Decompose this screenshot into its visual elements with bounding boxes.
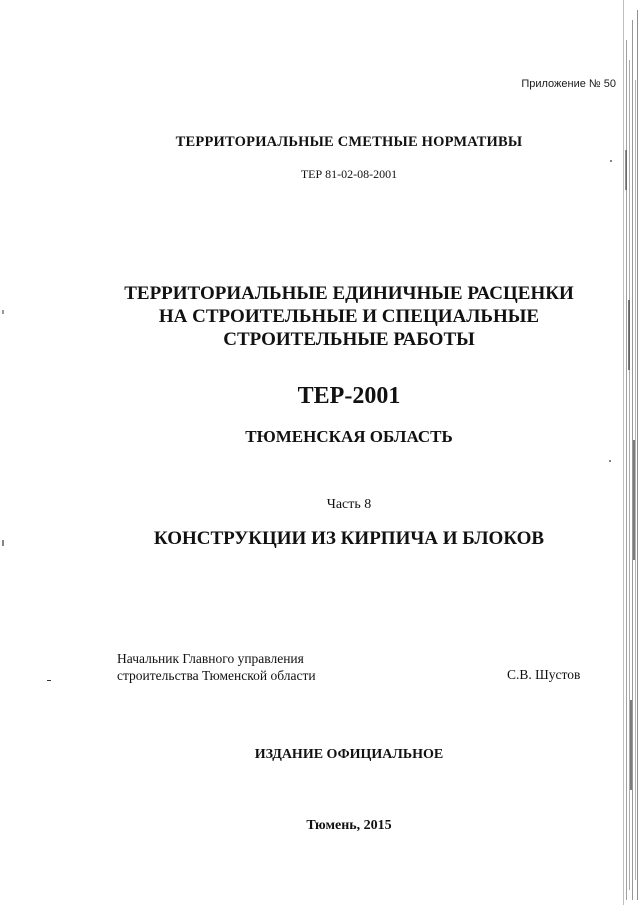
header-title: ТЕРРИТОРИАЛЬНЫЕ СМЕТНЫЕ НОРМАТИВЫ	[175, 134, 523, 150]
appendix-label: Приложение № 50	[521, 78, 616, 90]
signatory-name: С.В. Шустов	[507, 667, 581, 682]
main-title-line-1: ТЕРРИТОРИАЛЬНЫЕ ЕДИНИЧНЫЕ РАСЦЕНКИ	[124, 283, 574, 304]
place-year: Тюмень, 2015	[306, 818, 392, 833]
signatory-position-line-2: строительства Тюменской области	[117, 667, 316, 683]
scan-speck	[2, 540, 4, 546]
main-title-line-2: НА СТРОИТЕЛЬНЫЕ И СПЕЦИАЛЬНЫЕ	[158, 306, 540, 327]
part-label: Часть 8	[326, 497, 372, 512]
region-title: ТЮМЕНСКАЯ ОБЛАСТЬ	[245, 427, 453, 446]
main-title-line-3: СТРОИТЕЛЬНЫЕ РАБОТЫ	[223, 329, 475, 350]
ter-title: ТЕР-2001	[297, 383, 401, 409]
document-code: ТЕР 81-02-08-2001	[300, 167, 398, 181]
scan-speck	[47, 680, 51, 681]
signatory-position-line-1: Начальник Главного управления	[117, 651, 304, 666]
scan-speck	[2, 310, 4, 314]
main-title	[40, 282, 640, 351]
signatory-position	[117, 651, 316, 684]
scan-speck	[609, 460, 611, 462]
scan-speck	[610, 160, 612, 162]
edition-label: ИЗДАНИЕ ОФИЦИАЛЬНОЕ	[254, 747, 444, 762]
section-title: КОНСТРУКЦИИ ИЗ КИРПИЧА И БЛОКОВ	[153, 528, 545, 549]
scan-edge-artifact	[620, 0, 640, 905]
